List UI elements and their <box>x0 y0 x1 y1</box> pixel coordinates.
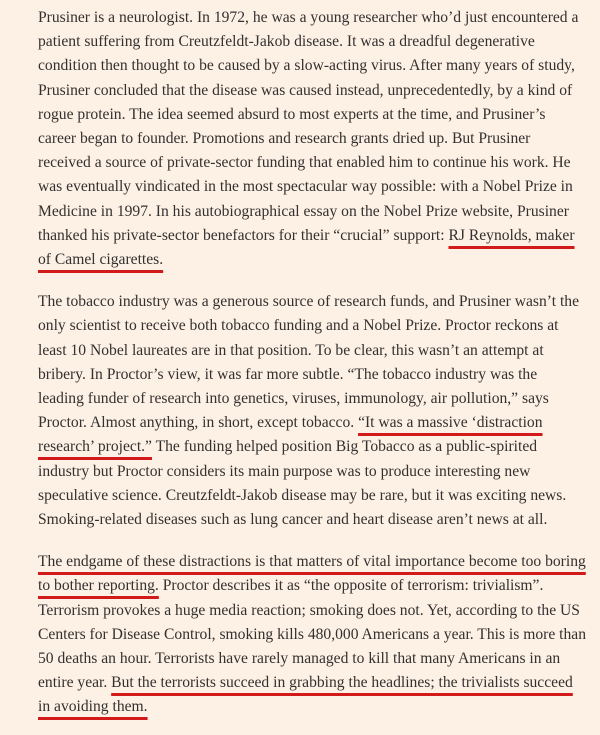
paragraph-prusiner <box>38 6 586 272</box>
highlighted-text: But the terrorists succeed in grabbing the headlines; the trivialists succeed in avoiding them. <box>38 674 573 716</box>
text-segment: Prusiner is a neurologist. In 1972, he was a young researcher who’d just encountered a patient suffering from Creutzfeldt-Jakob disease. It was a dreadful degenerative condition then thought to be caused by a slow-acting virus. After many years of study, Prusiner concluded that the disease was caused instead, unprecedentedly, by a kind of rogue protein. The idea seemed absurd to most experts at the time, and Prusiner’s career began to founder. Promotions and research grants dried up. But Prusiner received a source of private-sector funding that enabled him to continue his work. He was eventually vindicated in the most spectacular way possible: with a Nobel Prize in Medicine in 1997. In his autobiographical essay on the Nobel Prize website, Prusiner thanked his private-sector benefactors for their “crucial” support: <box>38 9 579 244</box>
text-segment: Proctor describes it as “the opposite of terrorism: trivialism”. Terrorism provokes a huge media reaction; smoking does not. Yet, according to the US Centers for Disease Control, smoking kills 480,000 Americans a year. This is more than 50 deaths an hour. Terrorists have rarely managed to kill that many Americans in an entire year. <box>38 577 587 692</box>
text-segment: The tobacco industry was a generous source of research funds, and Prusiner wasn’t the only scientist to receive both tobacco funding and a Nobel Prize. Proctor reckons at least 10 Nobel laureates are in that position. To be clear, this wasn’t an attempt at bribery. In Proctor’s view, it was far more subtle. “The tobacco industry was the leading funder of research into genetics, viruses, immunology, air pollution,” says Proctor. Almost anything, in short, except tobacco. <box>38 293 579 432</box>
highlighted-text: “It was a massive ‘distraction research’ project.” <box>38 414 543 456</box>
paragraph-tobacco-funding <box>38 290 586 532</box>
highlighted-text: The endgame of these distractions is that matters of vital importance become too boring to bother reporting. <box>38 553 586 595</box>
highlighted-text: RJ Reynolds, maker of Camel cigarettes. <box>38 226 575 269</box>
paragraph-trivialism <box>38 550 586 719</box>
text-segment: The funding helped position Big Tobacco as a public-spirited industry but Proctor considers its main purpose was to produce interesting new speculative science. Creutzfeldt-Jakob disease may be rare, but it was exciting news. Smoking-related diseases such as lung cancer and heart disease aren’t news at all. <box>38 438 567 529</box>
